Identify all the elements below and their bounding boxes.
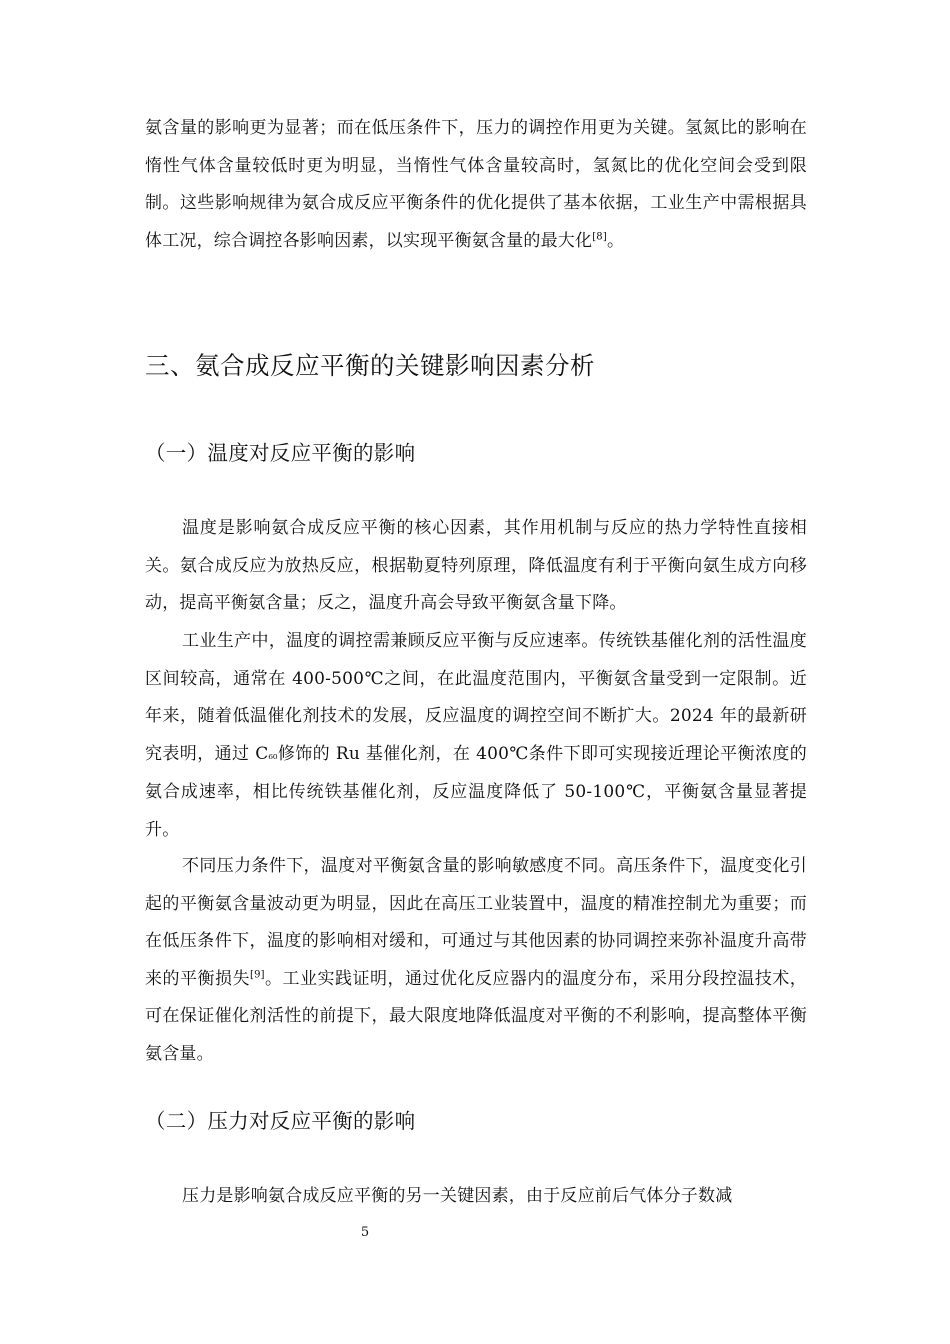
subsection-heading-pressure: （二）压力对反应平衡的影响 [145,1109,416,1133]
citation-9: [9] [249,968,265,980]
temperature-paragraph-2 [145,623,807,849]
subsection-heading-temperature: （一）温度对反应平衡的影响 [145,441,416,465]
pressure-paragraph-1: 压力是影响氨合成反应平衡的另一关键因素，由于反应前后气体分子数减 [182,1186,733,1206]
intro-text: 氨含量的影响更为显著；而在低压条件下，压力的调控作用更为关键。氢氮比的影响在惰性气体含量较低时更为明显，当惰性气体含量较高时，氢氮比的优化空间会受到限制。这些影响规律为氨合成反应平衡条件的优化提供了基本依据，工业生产中需根据具体工况，综合调控各影响因素，以实现平衡氨含量的最大化 [145,118,807,251]
temperature-p3-text-a: 不同压力条件下，温度对平衡氨含量的影响敏感度不同。高压条件下，温度变化引起的平衡氨含量波动更为明显，因此在高压工业装置中，温度的精准控制尤为重要；而在低压条件下，温度的影响相对缓和，可通过与其他因素的协同调控来弥补温度升高带来的平衡损失 [145,856,807,989]
section-heading: 三、氨合成反应平衡的关键影响因素分析 [145,351,595,380]
temperature-p2-text-a: 工业生产中，温度的调控需兼顾反应平衡与反应速率。传统铁基催化剂的活性温度区间较高，通常在 400-500℃之间，在此温度范围内，平衡氨含量受到一定限制。近年来，随着低温催化剂技术的发展，反应温度的调控空间不断扩大。2024 年的最新研究表明，通过 C [145,631,807,764]
temperature-paragraph-1: 温度是影响氨合成反应平衡的核心因素，其作用机制与反应的热力学特性直接相关。氨合成反应为放热反应，根据勒夏特列原理，降低温度有利于平衡向氨生成方向移动，提高平衡氨含量；反之，温度升高会导致平衡氨含量下降。 [145,518,807,613]
citation-8: [8] [592,230,607,242]
page-number: 5 [360,1225,370,1240]
temperature-p3-text-b: 。工业实践证明，通过优化反应器内的温度分布，采用分段控温技术，可在保证催化剂活性的前提下，最大限度地降低温度对平衡的不利影响，提高整体平衡氨含量。 [145,968,808,1064]
temperature-paragraph-3 [145,848,807,1073]
c60-subscript: ₆₀ [268,748,278,762]
temperature-p2-text-b: 修饰的 Ru 基催化剂，在 400℃条件下即可实现接近理论平衡浓度的氨合成速率，相比传统铁基催化剂，反应温度降低了 50-100℃，平衡氨含量显著提升。 [145,743,807,840]
intro-paragraph [145,110,807,260]
intro-end: 。 [606,230,625,251]
